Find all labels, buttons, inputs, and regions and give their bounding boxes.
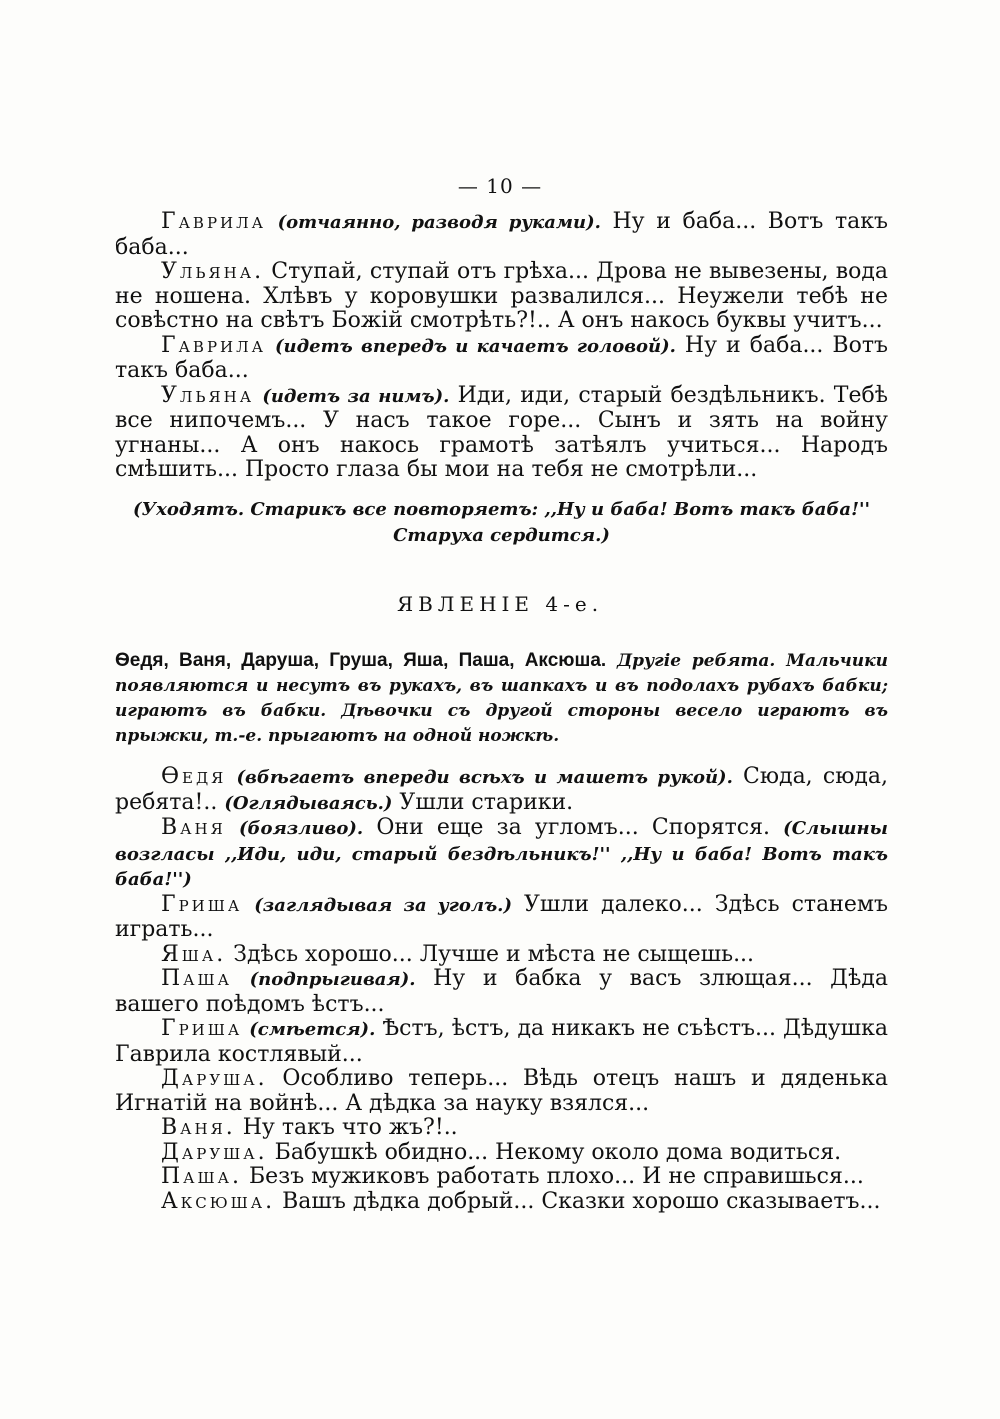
line-text: Ушли далеко... Здѣсь станемъ играть... <box>115 891 889 942</box>
line-text: Вашъ дѣдка добрый... Сказки хорошо сказываетъ... <box>275 1188 881 1214</box>
dialogue-line <box>115 1017 888 1067</box>
stage-direction: (смѣется). <box>249 1019 376 1040</box>
speaker-name: Гаврила <box>161 332 266 358</box>
speaker-name: Гриша <box>161 1016 243 1041</box>
exit-stage-note: (Уходятъ. Старикъ все повторяетъ: ,,Ну и баба! Вотъ такъ баба!'' Старуха сердится.) <box>132 499 870 546</box>
line-text: Ступай, ступай отъ грѣха... Дрова не вывезены, вода не ношена. Хлѣвъ у коровушки развалился... Неужели тебѣ не совѣстно на свѣтъ Божій смотрѣть?!.. А онъ накось буквы учитъ... <box>115 259 888 333</box>
speaker-name: Даруша. <box>161 1139 268 1165</box>
speaker-name: Паша. <box>161 1164 243 1189</box>
speaker-name: Ѳедя <box>161 764 227 789</box>
speaker-name: Ваня. <box>161 1115 236 1140</box>
dialogue-line <box>115 210 888 260</box>
stage-direction: (заглядывая за уголъ.) <box>254 894 512 916</box>
dialogue-line <box>115 260 888 334</box>
stage-direction: (боязливо). <box>238 818 364 839</box>
line-text: Здѣсь хорошо... Лучше и мѣста не сыщешь... <box>226 941 755 967</box>
line-text: Ушли старики. <box>392 789 574 815</box>
dialogue-line <box>115 384 888 483</box>
stage-direction: (отчаянно, разводя руками). <box>277 212 601 233</box>
dialogue-line <box>115 1190 888 1215</box>
scene2-dialogue <box>115 765 888 1214</box>
dialogue-line <box>115 1165 888 1190</box>
line-text: Ну и баба... Вотъ такъ баба... <box>115 332 889 383</box>
speaker-name: Яша. <box>161 941 227 967</box>
dialogue-line <box>115 893 888 943</box>
stage-direction: (идетъ впередъ и качаетъ головой). <box>275 335 676 357</box>
speaker-name: Даруша. <box>161 1066 268 1091</box>
dialogue-line <box>115 1141 888 1166</box>
exit-note-block <box>115 497 888 549</box>
stage-direction: (идетъ за нимъ). <box>262 385 450 407</box>
scene1-dialogue <box>115 210 888 483</box>
speaker-name: Ульяна <box>161 382 255 408</box>
stage-direction: (Слышны возгласы ,,Иди, иди, старый бездѣльникъ!'' ,,Ну и баба! Вотъ такъ баба!'') <box>115 818 888 890</box>
dialogue-line <box>115 765 888 816</box>
speaker-name: Ваня <box>161 815 226 840</box>
scene-heading: ЯВЛЕНІЕ 4-е. <box>396 592 604 616</box>
speaker-name: Ульяна. <box>161 259 265 284</box>
speaker-name: Паша <box>161 966 233 991</box>
dialogue-line <box>115 1067 888 1116</box>
line-text: Ѣстъ, ѣстъ, да никакъ не съѣстъ... Дѣдушка Гаврила костлявый... <box>115 1016 888 1067</box>
dialogue-line <box>115 334 888 384</box>
line-text: Особливо теперь... Вѣдь отецъ нашъ и дяденька Игнатій на войнѣ... А дѣдка за науку взялся... <box>115 1066 888 1116</box>
dialogue-line <box>115 943 888 968</box>
line-text: Ну такъ что жъ?!.. <box>235 1115 458 1140</box>
line-text: Они еще за угломъ... Спорятся. <box>363 815 784 840</box>
speaker-name: Аксюша. <box>161 1188 276 1214</box>
cast-list <box>115 648 888 749</box>
line-text: Бабушкѣ обидно... Некому около дома водиться. <box>267 1139 842 1165</box>
cast-names: Ѳедя, Ваня, Даруша, Груша, Яша, Паша, Аксюша. <box>115 650 607 671</box>
line-text: Ну и баба... Вотъ такъ баба... <box>115 209 889 260</box>
dialogue-line <box>115 1116 888 1141</box>
cast-block <box>115 648 888 749</box>
stage-direction: (вбѣгаетъ впереди всѣхъ и машетъ рукой). <box>236 767 733 788</box>
line-text: Иди, иди, старый бездѣльникъ. Тебѣ все нипочемъ... У насъ такое горе... Сынъ и зять на войну угнаны... А онъ накось грамотѣ затѣялъ учиться... Народъ смѣшить... Просто глаза бы мои на тебя не смотрѣли... <box>115 382 889 482</box>
line-text: Сюда, сюда, ребята!.. <box>115 764 888 815</box>
page-number: — 10 — <box>457 174 543 198</box>
stage-direction: (подпрыгивая). <box>249 969 416 990</box>
speaker-name: Гаврила <box>161 209 266 234</box>
line-text: Безъ мужиковъ работать плохо... И не справишься... <box>242 1164 864 1189</box>
speaker-name: Гриша <box>161 891 243 917</box>
dialogue-line <box>115 967 888 1017</box>
cast-description: Другіе ребята. Мальчики появляются и несутъ въ рукахъ, въ шапкахъ и въ подолахъ рубахъ бабки; играютъ въ бабки. Дѣвочки съ другой стороны весело играютъ въ прыжки, т.-е. прыгаютъ на одной ножкѣ. <box>115 651 888 746</box>
stage-direction: (Оглядываясь.) <box>224 792 393 814</box>
line-text: Ну и бабка у васъ злющая... Дѣда вашего поѣдомъ ѣстъ... <box>115 966 889 1017</box>
dialogue-line <box>115 816 888 893</box>
